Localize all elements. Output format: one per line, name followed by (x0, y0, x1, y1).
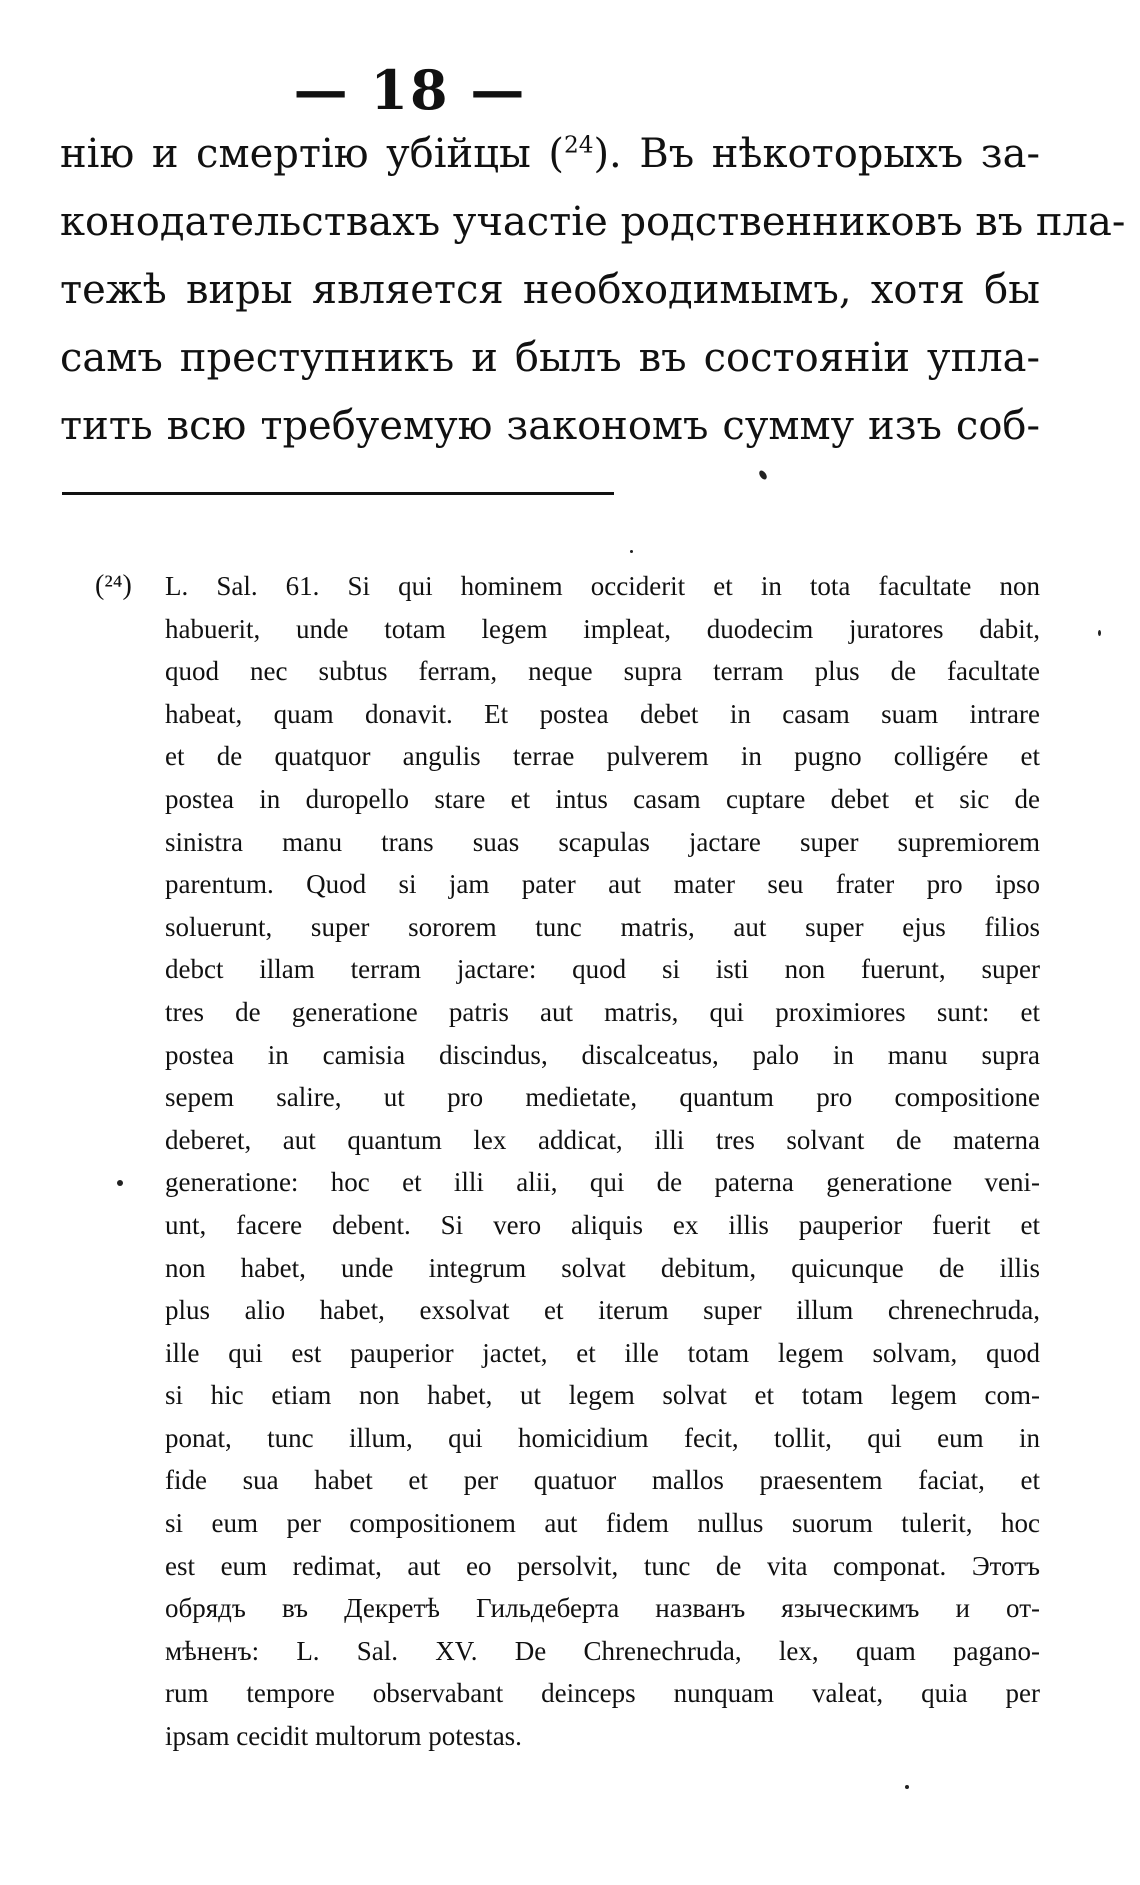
footnote-line: sepem salire, ut pro medietate, quantum pro compositione (165, 1082, 1040, 1113)
footnote-line: si hic etiam non habet, ut legem solvat et totam legem com- (165, 1380, 1040, 1411)
footnote-line: tres de generatione patris aut matris, qui proximiores sunt: et (165, 996, 1040, 1027)
main-text-line: тить всю требуемую закономъ сумму изъ соб- (60, 403, 1040, 449)
footnote-line: ille qui est pauperior jactet, et ille totam legem solvam, quod (165, 1337, 1040, 1368)
page-number: — 18 — (293, 58, 527, 122)
main-text-body (60, 120, 1126, 460)
scan-speck (630, 550, 633, 553)
footnote-line: et de quatquor angulis terrae pulverem in pugno colligére et (165, 741, 1040, 772)
footnote-line: ponat, tunc illum, qui homicidium fecit, tollit, qui eum in (165, 1422, 1040, 1453)
footnote-line: L. Sal. 61. Si qui hominem occiderit et in tota facultate non (165, 571, 1040, 601)
footnote-line: soluerunt, super sororem tunc matris, aut super ejus filios (165, 911, 1040, 942)
footnote-marker: (²⁴) (95, 570, 132, 601)
footnote-line: debct illam terram jactare: quod si isti non fuerunt, super (165, 954, 1040, 985)
footnote-line: sinistra manu trans suas scapulas jactare super supremiorem (165, 826, 1040, 857)
footnote-line: habuerit, unde totam legem impleat, duodecim juratores dabit, (165, 613, 1040, 644)
scan-speck (905, 1785, 909, 1789)
scan-speck (117, 1180, 123, 1186)
footnote-line: fide sua habet et per quatuor mallos praesentem faciat, et (165, 1465, 1040, 1496)
footnote-line: non habet, unde integrum solvat debitum, quicunque de illis (165, 1252, 1040, 1283)
main-text-line-tail: ). Въ нѣкоторыхъ за- (593, 131, 1040, 177)
footnote-line: plus alio habet, exsolvat et iterum super illum chrenechruda, (165, 1295, 1040, 1326)
footnote-line: si eum per compositionem aut fidem nullus suorum tulerit, hoc (165, 1508, 1040, 1539)
footnote-line: postea in camisia discindus, discalceatus, palo in manu supra (165, 1039, 1040, 1070)
footnote-line: parentum. Quod si jam pater aut mater seu frater pro ipso (165, 869, 1040, 900)
footnote-line: quod nec subtus ferram, neque supra terram plus de facultate (165, 656, 1040, 687)
footnote-line: ipsam cecidit multorum potestas. (165, 1721, 522, 1752)
main-text-line: конодательствахъ участіе родственниковъ въ пла- (60, 199, 1126, 245)
footnote-line: generatione: hoc et illi alii, qui de paterna generatione veni- (165, 1167, 1040, 1198)
footnote-line: unt, facere debent. Si vero aliquis ex illis pauperior fuerit et (165, 1209, 1040, 1240)
scan-speck (758, 469, 769, 481)
footnote-reference: 24 (563, 131, 594, 159)
main-text-line: тежѣ виры является необходимымъ, хотя бы (60, 267, 1040, 313)
main-text-line (60, 120, 1040, 188)
footnote-separator-rule (62, 492, 614, 495)
footnote-line: habeat, quam donavit. Et postea debet in casam suam intrare (165, 698, 1040, 729)
footnote-line: est eum redimat, aut eo persolvit, tunc de vita componat. Этотъ (165, 1550, 1040, 1581)
footnote-line: мѣненъ: L. Sal. XV. De Chrenechruda, lex, quam pagano- (165, 1635, 1040, 1666)
footnote-line: rum tempore observabant deinceps nunquam valeat, quia per (165, 1678, 1040, 1709)
footnote-line: deberet, aut quantum lex addicat, illi tres solvant de materna (165, 1124, 1040, 1155)
scan-speck (1098, 630, 1101, 636)
footnote-body (165, 565, 1040, 1758)
footnote-line: обрядъ въ Декретѣ Гильдеберта названъ языческимъ и от- (165, 1593, 1040, 1624)
main-text-line-start: нію и смертію убійцы ( (60, 131, 564, 177)
footnote-line: postea in duropello stare et intus casam cuptare debet et sic de (165, 783, 1040, 814)
main-text-line: самъ преступникъ и былъ въ состояніи упла- (60, 335, 1040, 381)
